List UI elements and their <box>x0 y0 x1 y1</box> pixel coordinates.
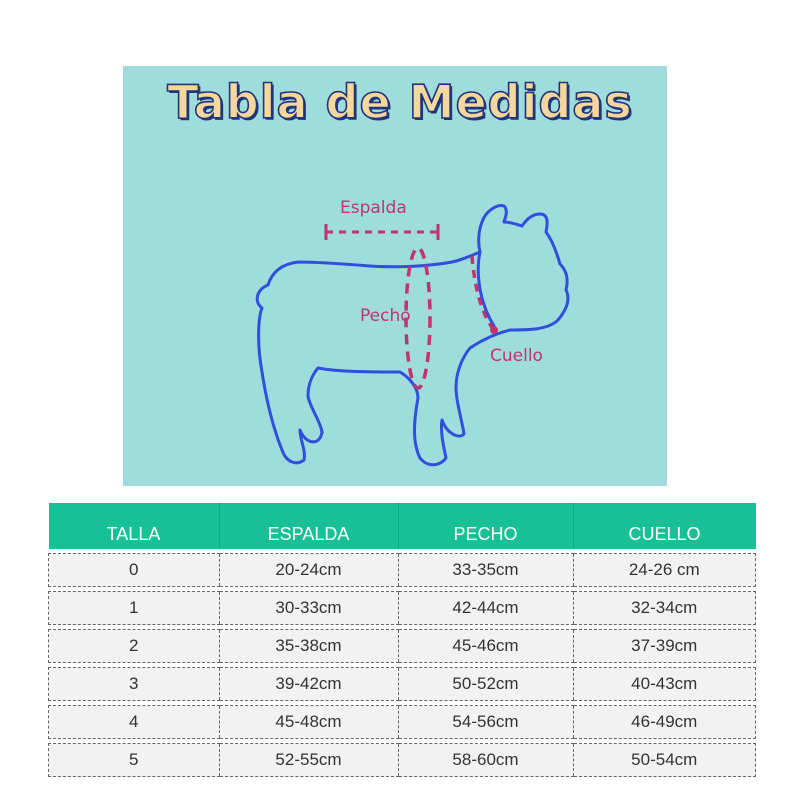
cell-pecho: 42-44cm <box>398 592 573 625</box>
cell-pecho: 54-56cm <box>398 706 573 739</box>
header-espalda: ESPALDA <box>219 503 398 549</box>
header-talla: TALLA <box>49 503 220 549</box>
cuello-marker <box>490 326 498 334</box>
cell-espalda: 35-38cm <box>219 630 398 663</box>
header-cuello: CUELLO <box>573 503 756 549</box>
cell-cuello: 32-34cm <box>573 592 756 625</box>
cuello-label: Cuello <box>490 346 543 366</box>
cell-pecho: 50-52cm <box>398 668 573 701</box>
table-row <box>49 706 756 739</box>
size-table-container <box>48 503 752 777</box>
cell-cuello: 50-54cm <box>573 744 756 777</box>
table-row <box>49 592 756 625</box>
cell-espalda: 39-42cm <box>219 668 398 701</box>
cell-pecho: 45-46cm <box>398 630 573 663</box>
cell-cuello: 46-49cm <box>573 706 756 739</box>
cell-pecho: 33-35cm <box>398 554 573 587</box>
table-row <box>49 554 756 587</box>
pecho-label: Pecho <box>360 306 411 326</box>
espalda-label: Espalda <box>340 198 407 218</box>
cell-cuello: 40-43cm <box>573 668 756 701</box>
cell-talla: 5 <box>49 744 220 777</box>
cell-espalda: 52-55cm <box>219 744 398 777</box>
table-row <box>49 630 756 663</box>
cell-talla: 1 <box>49 592 220 625</box>
cell-pecho: 58-60cm <box>398 744 573 777</box>
cell-espalda: 30-33cm <box>219 592 398 625</box>
cell-talla: 4 <box>49 706 220 739</box>
cell-cuello: 24-26 cm <box>573 554 756 587</box>
cell-espalda: 45-48cm <box>219 706 398 739</box>
cell-cuello: 37-39cm <box>573 630 756 663</box>
table-row <box>49 744 756 777</box>
header-pecho: PECHO <box>398 503 573 549</box>
table-row <box>49 668 756 701</box>
cell-talla: 2 <box>49 630 220 663</box>
cell-espalda: 20-24cm <box>219 554 398 587</box>
dog-outline <box>257 206 568 465</box>
cell-talla: 3 <box>49 668 220 701</box>
table-header-row <box>49 503 756 549</box>
page-title: Tabla de Medidas <box>167 75 633 129</box>
cell-talla: 0 <box>49 554 220 587</box>
size-table <box>48 503 756 777</box>
